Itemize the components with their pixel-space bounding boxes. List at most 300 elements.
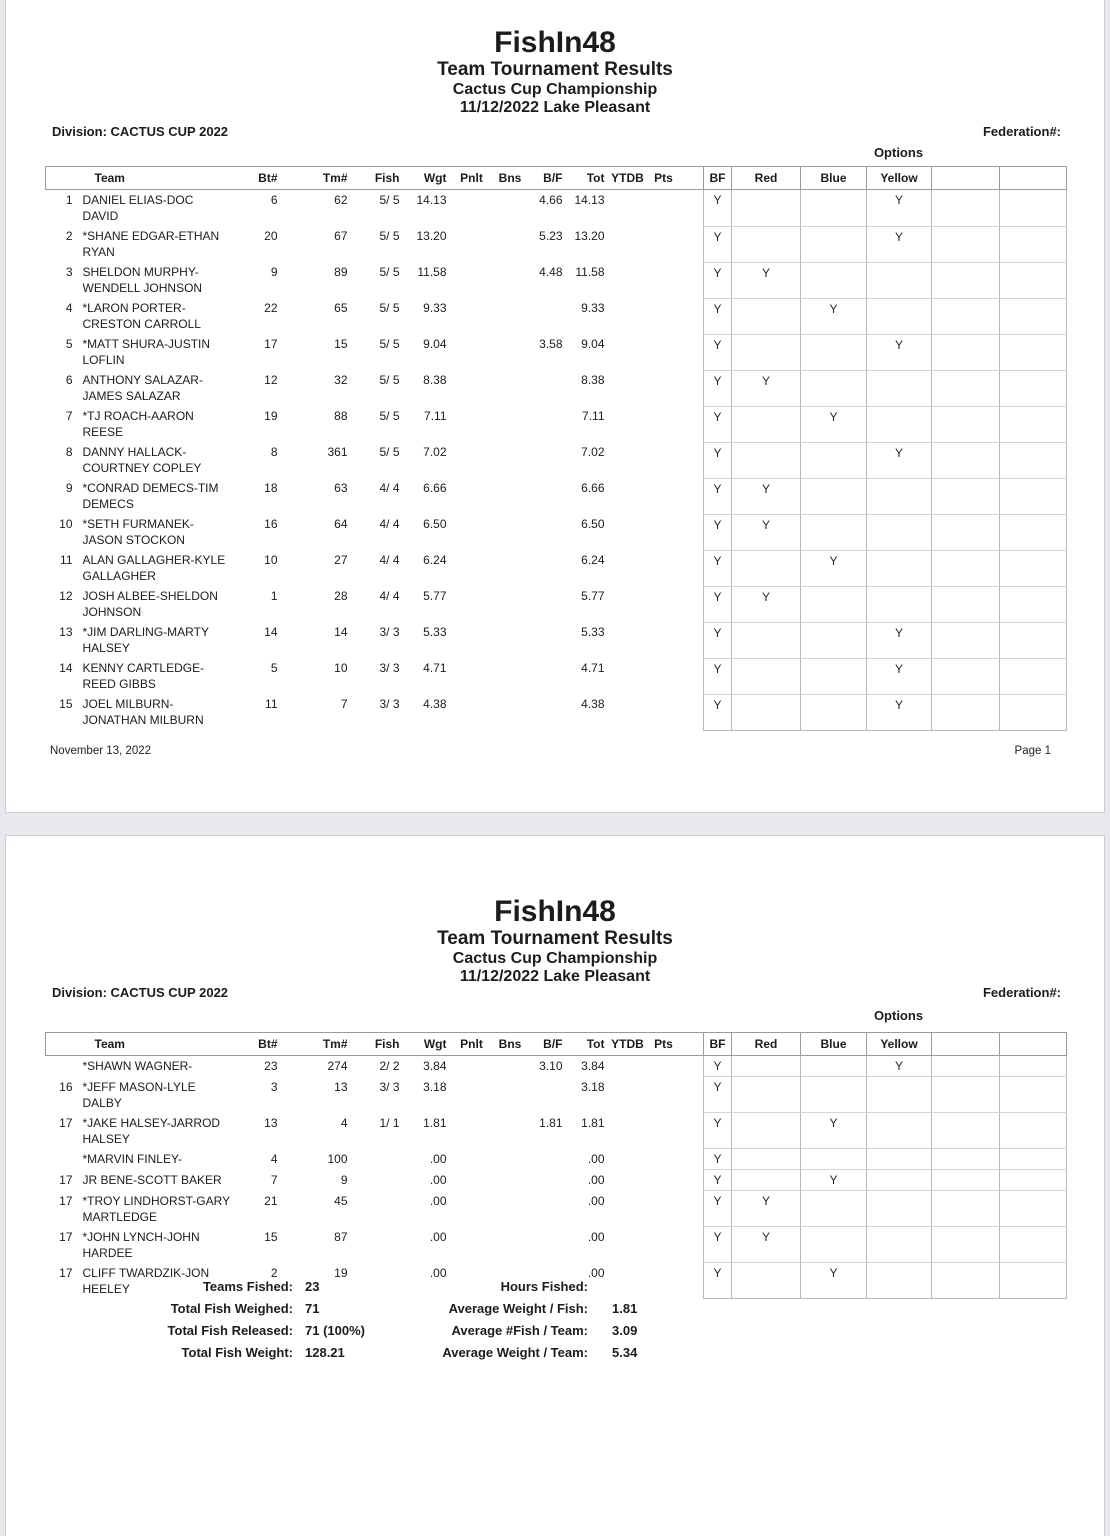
team-name-cell: DANIEL ELIAS-DOC DAVID — [82, 193, 194, 223]
flag-blue-cell — [801, 1191, 867, 1227]
fish-cell — [356, 1191, 408, 1227]
x1-cell — [932, 298, 1000, 334]
blank-header-2 — [1000, 1033, 1067, 1056]
flag-yellow-cell — [867, 1113, 932, 1149]
flag-blue-cell: Y — [801, 1113, 867, 1149]
bt-cell: 17 — [264, 337, 278, 351]
bt-cell: 8 — [270, 445, 278, 459]
pnlt-cell — [453, 190, 491, 227]
fish-cell — [356, 1227, 408, 1263]
team-name-cell: JOSH ALBEE-SHELDON JOHNSON — [82, 589, 218, 619]
spacer-header — [681, 167, 704, 190]
x2-cell — [1000, 1170, 1067, 1191]
bns-cell — [491, 550, 530, 586]
rank-cell: 7 — [65, 409, 73, 423]
table-row — [46, 694, 1067, 730]
ytdb-cell — [609, 1113, 647, 1149]
table-row — [46, 1227, 1067, 1263]
sp-cell — [681, 514, 704, 550]
bns-cell — [491, 1149, 530, 1170]
flag-blue-cell: Y — [801, 1170, 867, 1191]
sp-cell — [681, 226, 704, 262]
team-name-cell: CLIFF TWARDZIK-JON HEELEY — [82, 1265, 210, 1296]
bf-cell — [530, 586, 565, 622]
sp-cell — [681, 622, 704, 658]
ytdb-cell — [609, 1056, 647, 1077]
fish-cell: 4/ 4 — [379, 481, 400, 495]
bns-cell — [491, 622, 530, 658]
flag-red-cell: Y — [732, 514, 801, 550]
flag-yellow-cell — [867, 1170, 932, 1191]
fish-cell: 5/ 5 — [379, 445, 400, 459]
rank-cell: 15 — [59, 697, 73, 711]
bt-cell: 23 — [264, 1059, 278, 1073]
pts-header: Pts — [647, 167, 681, 190]
tot-cell: 7.02 — [581, 445, 605, 459]
pnlt-cell — [453, 514, 491, 550]
table-row — [46, 1149, 1067, 1170]
bns-cell — [491, 442, 530, 478]
tm-cell: 19 — [334, 1265, 348, 1280]
tot-cell: 4.38 — [581, 697, 605, 711]
team-name-cell: *MARVIN FINLEY- — [82, 1151, 182, 1166]
flag-red-cell — [732, 622, 801, 658]
rank-cell: 10 — [59, 517, 73, 531]
yellow-header: Yellow — [867, 167, 932, 190]
flag-red-cell — [732, 190, 801, 227]
fish-cell: 3/ 3 — [379, 1079, 400, 1094]
bt-cell: 18 — [264, 481, 278, 495]
sp-cell — [681, 190, 704, 227]
x2-cell — [1000, 226, 1067, 262]
bns-cell — [491, 226, 530, 262]
team-name-cell: JOEL MILBURN-JONATHAN MILBURN — [82, 697, 204, 727]
total-fish-released-value: 71 (100%) — [305, 1323, 365, 1338]
flag-red-cell: Y — [732, 1227, 801, 1263]
tot-cell: 5.33 — [581, 625, 605, 639]
flag-bf-cell: Y — [704, 622, 732, 658]
x1-cell — [932, 1191, 1000, 1227]
bt-cell: 13 — [264, 1115, 278, 1130]
wgt-cell: .00 — [429, 1193, 447, 1208]
x1-cell — [932, 334, 1000, 370]
pts-cell — [647, 694, 681, 730]
sp-cell — [681, 370, 704, 406]
wgt-cell: 3.18 — [423, 1079, 447, 1094]
bf-cell — [530, 370, 565, 406]
tot-cell: 5.77 — [581, 589, 605, 603]
x2-cell — [1000, 586, 1067, 622]
rank-cell: 16 — [59, 1079, 73, 1094]
flag-yellow-cell: Y — [867, 190, 932, 227]
tm-cell: 14 — [334, 625, 348, 639]
bt-cell: 7 — [270, 1172, 278, 1187]
bt-cell: 15 — [264, 1229, 278, 1244]
flag-blue-cell: Y — [801, 1263, 867, 1299]
fish-header: Fish — [356, 1033, 408, 1056]
pts-cell — [647, 1191, 681, 1227]
ytdb-header: YTDB — [609, 1033, 647, 1056]
tm-cell: 7 — [340, 697, 348, 711]
bf-flag-header: BF — [704, 1033, 732, 1056]
bns-cell — [491, 370, 530, 406]
x2-cell — [1000, 658, 1067, 694]
table-row — [46, 370, 1067, 406]
flag-yellow-cell: Y — [867, 622, 932, 658]
rank-cell: 4 — [65, 301, 73, 315]
bigfish-header: B/F — [530, 1033, 565, 1056]
x2-cell — [1000, 406, 1067, 442]
flag-yellow-cell — [867, 406, 932, 442]
table-row — [46, 1170, 1067, 1191]
wgt-cell: 5.33 — [423, 625, 447, 639]
tot-cell: 14.13 — [574, 193, 605, 207]
doc-date-location: 11/12/2022 Lake Pleasant — [459, 99, 651, 116]
flag-blue-cell — [801, 586, 867, 622]
x1-cell — [932, 1113, 1000, 1149]
x1-cell — [932, 262, 1000, 298]
bf-cell: 1.81 — [539, 1115, 563, 1130]
x2-cell — [1000, 1149, 1067, 1170]
pnlt-cell — [453, 406, 491, 442]
bns-cell — [491, 1113, 530, 1149]
flag-red-cell — [732, 442, 801, 478]
rank-cell: 17 — [59, 1265, 73, 1280]
ytdb-cell — [609, 1149, 647, 1170]
table-body-page1 — [46, 190, 1067, 731]
flag-blue-cell — [801, 478, 867, 514]
pts-cell — [647, 1077, 681, 1113]
avg-fish-team-value: 3.09 — [612, 1323, 638, 1338]
division-row — [52, 985, 1061, 1000]
flag-yellow-cell — [867, 370, 932, 406]
flag-yellow-cell: Y — [867, 658, 932, 694]
doc-title: FishIn48 — [494, 26, 616, 59]
division-row — [52, 124, 1061, 139]
ytdb-cell — [609, 1227, 647, 1263]
x2-cell — [1000, 622, 1067, 658]
doc-subtitle: Team Tournament Results — [437, 928, 673, 949]
summary-row — [45, 1279, 1064, 1301]
avg-weight-fish-label: Average Weight / Fish: — [448, 1301, 588, 1316]
table-row — [46, 514, 1067, 550]
rank-cell: 14 — [59, 661, 73, 675]
x2-cell — [1000, 190, 1067, 227]
table-row — [46, 226, 1067, 262]
flag-bf-cell: Y — [704, 1077, 732, 1113]
pts-cell — [647, 1170, 681, 1191]
wgt-cell: 3.84 — [423, 1059, 447, 1073]
yellow-header: Yellow — [867, 1033, 932, 1056]
flag-blue-cell: Y — [801, 298, 867, 334]
wgt-header: Wgt — [408, 1033, 453, 1056]
fish-cell: 4/ 4 — [379, 517, 400, 531]
pnlt-cell — [453, 622, 491, 658]
team-name-cell: *TROY LINDHORST-GARY MARTLEDGE — [82, 1193, 230, 1224]
bf-cell — [530, 406, 565, 442]
ytdb-cell — [609, 478, 647, 514]
wgt-cell: 6.50 — [423, 517, 447, 531]
x1-cell — [932, 1077, 1000, 1113]
ytdb-cell — [609, 514, 647, 550]
fish-cell: 4/ 4 — [379, 553, 400, 567]
bt-cell: 4 — [270, 1151, 278, 1166]
bns-cell — [491, 658, 530, 694]
avg-weight-team-label: Average Weight / Team: — [442, 1345, 588, 1360]
x2-cell — [1000, 550, 1067, 586]
flag-blue-cell — [801, 1149, 867, 1170]
pnlt-cell — [453, 1077, 491, 1113]
team-name-cell: *TJ ROACH-AARON REESE — [82, 409, 194, 439]
bt-cell: 14 — [264, 625, 278, 639]
bt-cell: 19 — [264, 409, 278, 423]
pnlt-cell — [453, 550, 491, 586]
tot-cell: 6.24 — [581, 553, 605, 567]
bns-cell — [491, 334, 530, 370]
flag-bf-cell: Y — [704, 658, 732, 694]
bns-header: Bns — [491, 1033, 530, 1056]
document-header — [6, 0, 1104, 117]
wgt-cell: 9.33 — [423, 301, 447, 315]
flag-red-cell — [732, 1056, 801, 1077]
doc-event-name: Cactus Cup Championship — [452, 81, 658, 98]
wgt-header: Wgt — [408, 167, 453, 190]
tot-cell: .00 — [587, 1193, 605, 1208]
flag-bf-cell: Y — [704, 586, 732, 622]
total-fish-weighed-label: Total Fish Weighed: — [170, 1301, 293, 1316]
sp-cell — [681, 658, 704, 694]
fish-cell: 5/ 5 — [379, 373, 400, 387]
wgt-cell: 4.71 — [423, 661, 447, 675]
team-name-cell: ALAN GALLAGHER-KYLE GALLAGHER — [82, 553, 226, 583]
wgt-cell: 14.13 — [416, 193, 447, 207]
table-row — [46, 298, 1067, 334]
summary-row — [45, 1323, 1064, 1345]
x1-cell — [932, 1149, 1000, 1170]
tot-cell: 3.18 — [581, 1079, 605, 1094]
tm-cell: 32 — [334, 373, 348, 387]
bf-cell — [530, 1227, 565, 1263]
pts-cell — [647, 658, 681, 694]
division-label: Division: CACTUS CUP 2022 — [52, 124, 229, 139]
flag-blue-cell — [801, 694, 867, 730]
ytdb-cell — [609, 226, 647, 262]
flag-red-cell — [732, 1077, 801, 1113]
fish-cell: 3/ 3 — [379, 661, 400, 675]
table-header — [46, 1033, 1067, 1056]
ytdb-cell — [609, 694, 647, 730]
bt-cell: 6 — [270, 193, 278, 207]
table-row — [46, 190, 1067, 227]
flag-blue-cell: Y — [801, 406, 867, 442]
fish-cell: 2/ 2 — [379, 1059, 400, 1073]
bf-cell — [530, 1170, 565, 1191]
table-row — [46, 406, 1067, 442]
pts-cell — [647, 1149, 681, 1170]
sp-cell — [681, 1056, 704, 1077]
tot-header: Tot — [565, 167, 609, 190]
pnlt-cell — [453, 1113, 491, 1149]
results-table-page1 — [45, 166, 1067, 731]
tm-cell: 100 — [327, 1151, 348, 1166]
ytdb-cell — [609, 622, 647, 658]
pts-cell — [647, 442, 681, 478]
fish-cell — [356, 1149, 408, 1170]
tm-cell: 274 — [327, 1059, 348, 1073]
pnlt-header: Pnlt — [453, 1033, 491, 1056]
flag-red-cell — [732, 334, 801, 370]
bt-cell: 1 — [270, 589, 278, 603]
table-row — [46, 622, 1067, 658]
tot-cell: 3.84 — [581, 1059, 605, 1073]
bns-cell — [491, 1077, 530, 1113]
table-row — [46, 658, 1067, 694]
pnlt-cell — [453, 478, 491, 514]
flag-blue-cell — [801, 190, 867, 227]
flag-yellow-cell — [867, 1149, 932, 1170]
tot-cell: .00 — [587, 1172, 605, 1187]
bf-cell — [530, 1077, 565, 1113]
ytdb-cell — [609, 1191, 647, 1227]
x1-cell — [932, 442, 1000, 478]
flag-bf-cell: Y — [704, 406, 732, 442]
sp-cell — [681, 1149, 704, 1170]
hours-fished-label: Hours Fished: — [500, 1279, 588, 1294]
x2-cell — [1000, 334, 1067, 370]
pnlt-cell — [453, 1149, 491, 1170]
bf-cell: 3.58 — [539, 337, 563, 351]
table-row — [46, 478, 1067, 514]
bt-cell: 9 — [270, 265, 278, 279]
fish-cell: 5/ 5 — [379, 265, 400, 279]
flag-blue-cell — [801, 370, 867, 406]
sp-cell — [681, 1191, 704, 1227]
flag-bf-cell: Y — [704, 1227, 732, 1263]
rank-cell: 3 — [65, 265, 73, 279]
tot-cell: 8.38 — [581, 373, 605, 387]
flag-yellow-cell — [867, 550, 932, 586]
team-header: Team — [79, 167, 239, 190]
sp-cell — [681, 1077, 704, 1113]
bf-cell — [530, 514, 565, 550]
flag-bf-cell: Y — [704, 514, 732, 550]
flag-red-cell — [732, 658, 801, 694]
federation-label: Federation#: — [982, 124, 1061, 139]
rank-cell: 17 — [59, 1115, 73, 1130]
ytdb-cell — [609, 406, 647, 442]
flag-bf-cell: Y — [704, 262, 732, 298]
fish-cell: 5/ 5 — [379, 301, 400, 315]
pnlt-cell — [453, 442, 491, 478]
pnlt-cell — [453, 1227, 491, 1263]
fish-cell: 1/ 1 — [379, 1115, 400, 1130]
team-name-cell: JR BENE-SCOTT BAKER — [82, 1172, 222, 1187]
flag-yellow-cell — [867, 1077, 932, 1113]
tm-cell: 64 — [334, 517, 348, 531]
bf-cell: 4.66 — [539, 193, 563, 207]
tm-cell: 15 — [334, 337, 348, 351]
ytdb-cell — [609, 334, 647, 370]
pnlt-header: Pnlt — [453, 167, 491, 190]
tm-cell: 13 — [334, 1079, 348, 1094]
tot-cell: 4.71 — [581, 661, 605, 675]
pnlt-cell — [453, 586, 491, 622]
sp-cell — [681, 334, 704, 370]
flag-blue-cell — [801, 658, 867, 694]
pts-cell — [647, 550, 681, 586]
flag-bf-cell: Y — [704, 1263, 732, 1299]
flag-bf-cell: Y — [704, 190, 732, 227]
pnlt-cell — [453, 1191, 491, 1227]
wgt-cell: 4.38 — [423, 697, 447, 711]
team-name-cell: *LARON PORTER-CRESTON CARROLL — [82, 301, 201, 331]
rank-cell: 9 — [65, 481, 73, 495]
ytdb-cell — [609, 370, 647, 406]
flag-bf-cell: Y — [704, 694, 732, 730]
x1-cell — [932, 694, 1000, 730]
table-row — [46, 1113, 1067, 1149]
red-header: Red — [732, 167, 801, 190]
bt-cell: 22 — [264, 301, 278, 315]
total-fish-weight-value: 128.21 — [305, 1345, 345, 1360]
flag-yellow-cell — [867, 262, 932, 298]
pts-cell — [647, 1113, 681, 1149]
flag-blue-cell — [801, 334, 867, 370]
red-header: Red — [732, 1033, 801, 1056]
team-name-cell: SHELDON MURPHY-WENDELL JOHNSON — [82, 265, 203, 295]
table-row — [46, 1191, 1067, 1227]
pnlt-cell — [453, 226, 491, 262]
sp-cell — [681, 694, 704, 730]
ytdb-cell — [609, 586, 647, 622]
bns-cell — [491, 694, 530, 730]
flag-bf-cell: Y — [704, 550, 732, 586]
x2-cell — [1000, 442, 1067, 478]
ytdb-cell — [609, 1170, 647, 1191]
ytdb-cell — [609, 658, 647, 694]
ytdb-cell — [609, 190, 647, 227]
flag-bf-cell: Y — [704, 1113, 732, 1149]
x2-cell — [1000, 262, 1067, 298]
bf-cell — [530, 622, 565, 658]
bt-header: Bt# — [239, 1033, 286, 1056]
team-name-cell: *JEFF MASON-LYLE DALBY — [82, 1079, 196, 1110]
table-body-page2 — [46, 1056, 1067, 1299]
teams-fished-value: 23 — [305, 1279, 320, 1294]
avg-weight-fish-value: 1.81 — [612, 1301, 638, 1316]
flag-yellow-cell: Y — [867, 1056, 932, 1077]
pts-cell — [647, 478, 681, 514]
sp-cell — [681, 1170, 704, 1191]
wgt-cell: 5.77 — [423, 589, 447, 603]
ytdb-cell — [609, 298, 647, 334]
flag-yellow-cell — [867, 1191, 932, 1227]
bf-cell: 5.23 — [539, 229, 563, 243]
x2-cell — [1000, 694, 1067, 730]
page-2 — [5, 835, 1105, 1536]
table-row — [46, 1056, 1067, 1077]
flag-blue-cell — [801, 262, 867, 298]
x1-cell — [932, 1227, 1000, 1263]
rank-cell: 1 — [65, 193, 73, 207]
rank-cell — [46, 1149, 79, 1170]
tot-header: Tot — [565, 1033, 609, 1056]
bns-cell — [491, 190, 530, 227]
tot-cell: .00 — [587, 1265, 605, 1280]
x2-cell — [1000, 298, 1067, 334]
x1-cell — [932, 478, 1000, 514]
table-header — [46, 167, 1067, 190]
